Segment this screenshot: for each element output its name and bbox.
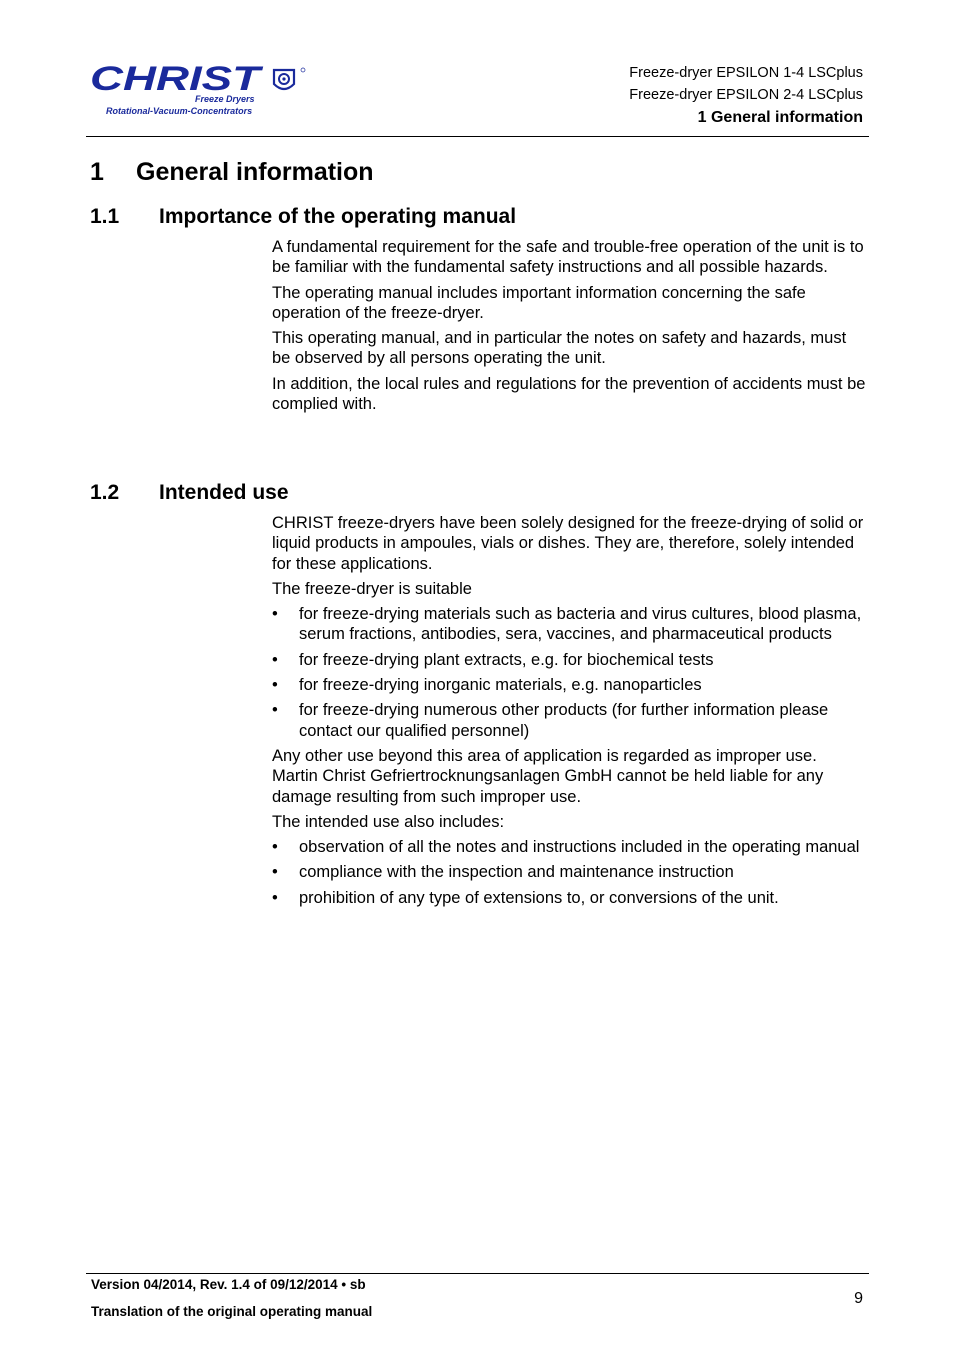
chapter-heading	[90, 158, 374, 187]
section-heading-1-1	[90, 205, 516, 229]
bullet-icon: •	[272, 676, 278, 695]
chapter-number: 1	[90, 158, 104, 186]
list-item: • for freeze-drying numerous other products (for further information please contact our qualified personnel)	[272, 701, 829, 740]
bullet-icon: •	[272, 650, 278, 669]
product-line-2: Freeze-dryer EPSILON 2-4 LSCplus	[629, 87, 863, 103]
christ-logo-mark	[88, 60, 318, 96]
paragraph: The operating manual includes important information concerning the safe operation of the freeze-dryer.	[272, 283, 806, 322]
brand-subtitle-freeze-dryers: Freeze Dryers	[195, 94, 255, 104]
paragraph-suitable-label: The freeze-dryer is suitable	[272, 579, 472, 598]
list-item: • compliance with the inspection and maintenance instruction	[272, 863, 734, 882]
footer-divider	[86, 1273, 869, 1274]
bullet-icon: •	[272, 838, 278, 857]
footer-version: Version 04/2014, Rev. 1.4 of 09/12/2014 • sb	[91, 1277, 366, 1292]
footer-translation-note: Translation of the original operating manual	[91, 1304, 373, 1319]
paragraph-includes-label: The intended use also includes:	[272, 812, 505, 831]
list-item: • observation of all the notes and instructions included in the operating manual	[272, 838, 860, 857]
paragraph: In addition, the local rules and regulations for the prevention of accidents must be complied with.	[272, 374, 866, 414]
paragraph-intro: CHRIST freeze-dryers have been solely designed for the freeze-drying of solid or liquid products in ampoules, vials or dishes. They are, therefore, solely intended for these applications.	[272, 514, 864, 573]
bullet-icon: •	[272, 863, 278, 882]
bullet-icon: •	[272, 605, 278, 624]
list-item: • prohibition of any type of extensions to, or conversions of the unit.	[272, 888, 779, 907]
suitable-list	[272, 604, 867, 741]
paragraph: This operating manual, and in particular the notes on safety and hazards, must be observed by all persons operating the unit.	[272, 329, 847, 368]
list-item: • for freeze-drying materials such as bacteria and virus cultures, blood plasma, serum fractions, antibodies, sera, vaccines, and pharmaceutical products	[272, 605, 862, 644]
registered-mark-icon	[301, 68, 305, 72]
section-title: Intended use	[159, 481, 289, 504]
section-number: 1.1	[90, 205, 120, 228]
section-body-1-1	[272, 237, 867, 419]
section-body-1-2	[272, 513, 867, 913]
header-section-title: 1 General information	[697, 109, 863, 126]
christ-logo	[88, 60, 318, 120]
product-line-1: Freeze-dryer EPSILON 1-4 LSCplus	[629, 65, 863, 81]
section-title: Importance of the operating manual	[159, 205, 517, 228]
bullet-icon: •	[272, 888, 278, 907]
paragraph-improper-use: Any other use beyond this area of application is regarded as improper use. Martin Christ Gefriertrocknungsanlagen GmbH cannot be held liable for any damage resulting from such improper use.	[272, 746, 824, 806]
list-item: • for freeze-drying plant extracts, e.g. for biochemical tests	[272, 650, 714, 669]
section-heading-1-2	[90, 481, 289, 505]
spiral-emblem-icon	[274, 70, 294, 89]
includes-list	[272, 837, 867, 908]
brand-subtitle-rvc: Rotational-Vacuum-Concentrators	[106, 106, 253, 116]
page-number: 9	[854, 1290, 863, 1307]
bullet-icon: •	[272, 701, 278, 720]
chapter-title: General information	[136, 158, 374, 186]
header-product-info	[629, 62, 863, 129]
christ-wordmark: CHRIST	[90, 60, 265, 96]
section-number: 1.2	[90, 481, 120, 504]
paragraph: A fundamental requirement for the safe and trouble-free operation of the unit is to be familiar with the fundamental safety instructions and all possible hazards.	[272, 238, 864, 277]
list-item: • for freeze-drying inorganic materials, e.g. nanoparticles	[272, 676, 702, 695]
header-divider	[86, 136, 869, 137]
